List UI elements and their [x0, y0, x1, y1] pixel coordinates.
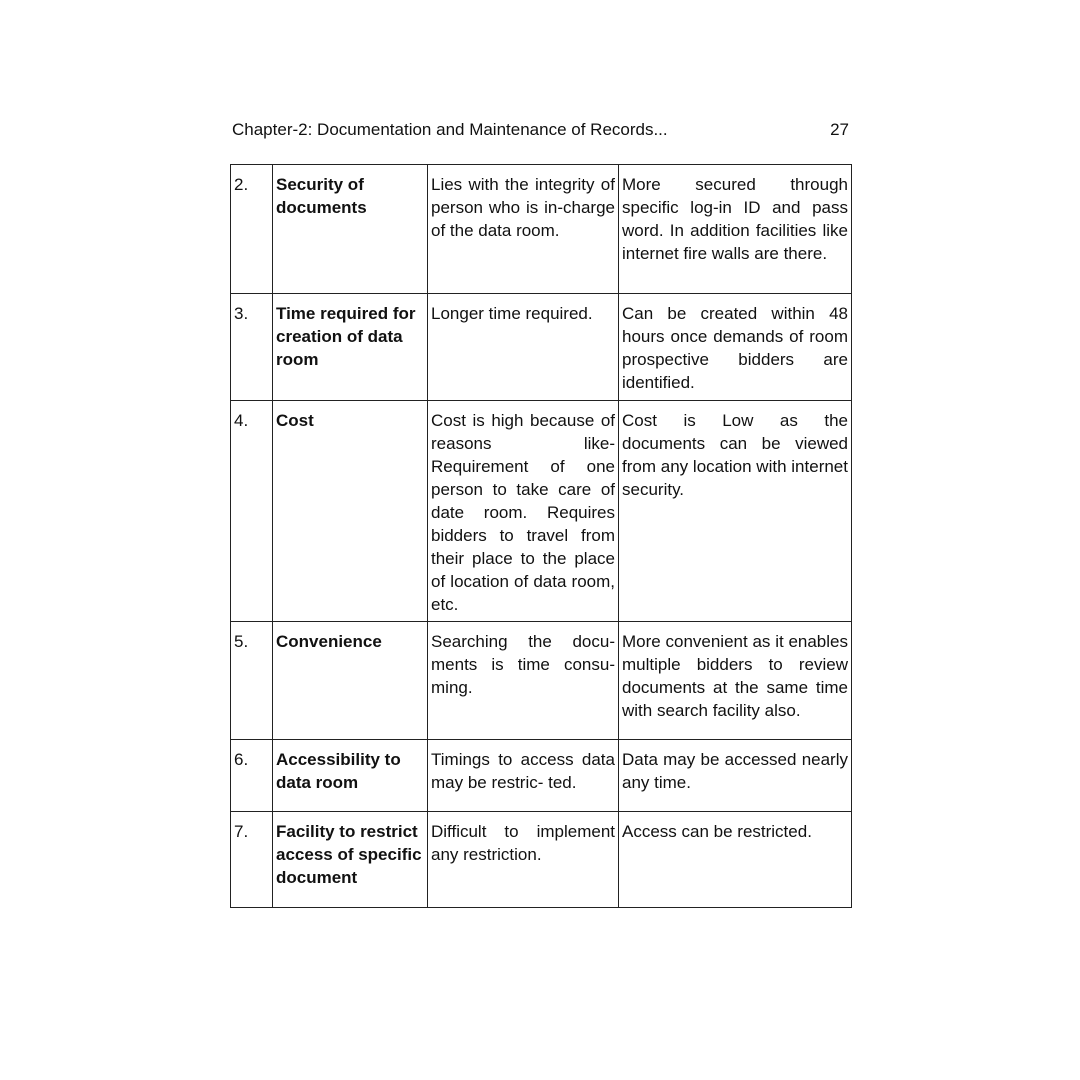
aspect-cell: Accessibility to data room [273, 740, 428, 812]
row-number: 7. [231, 812, 273, 908]
aspect-cell: Security of documents [273, 165, 428, 294]
row-number: 5. [231, 622, 273, 740]
virtual-cell: More convenient as it enables multiple bidders to review documents at the same time with search facility also. [619, 622, 852, 740]
table-row [231, 165, 852, 294]
physical-cell: Cost is high because of reasons like- Requirement of one person to take care of date room. Requires bidders to travel from their place to the place of location of data room, etc. [428, 401, 619, 622]
physical-cell: Searching the docu- ments is time consu- ming. [428, 622, 619, 740]
table-row [231, 401, 852, 622]
table-row [231, 812, 852, 908]
row-number: 4. [231, 401, 273, 622]
table-row [231, 622, 852, 740]
virtual-cell: Data may be accessed nearly any time. [619, 740, 852, 812]
page-number: 27 [830, 120, 849, 139]
virtual-cell: Access can be restricted. [619, 812, 852, 908]
aspect-cell: Cost [273, 401, 428, 622]
row-number: 2. [231, 165, 273, 294]
virtual-cell: Cost is Low as the documents can be viewed from any location with internet security. [619, 401, 852, 622]
table-row [231, 740, 852, 812]
row-number: 6. [231, 740, 273, 812]
aspect-cell: Time required for creation of data room [273, 294, 428, 401]
comparison-table [230, 164, 852, 908]
chapter-title: Chapter-2: Documentation and Maintenance of Records... [232, 120, 668, 139]
virtual-cell: More secured through specific log-in ID and pass word. In addition facilities like internet fire walls are there. [619, 165, 852, 294]
physical-cell: Timings to access data may be restric- ted. [428, 740, 619, 812]
row-number: 3. [231, 294, 273, 401]
running-header [232, 119, 849, 141]
physical-cell: Difficult to implement any restriction. [428, 812, 619, 908]
aspect-cell: Facility to restrict access of specific document [273, 812, 428, 908]
table-row [231, 294, 852, 401]
aspect-cell: Convenience [273, 622, 428, 740]
physical-cell: Longer time required. [428, 294, 619, 401]
physical-cell: Lies with the integrity of person who is in-charge of the data room. [428, 165, 619, 294]
virtual-cell: Can be created within 48 hours once demands of room prospective bidders are identified. [619, 294, 852, 401]
